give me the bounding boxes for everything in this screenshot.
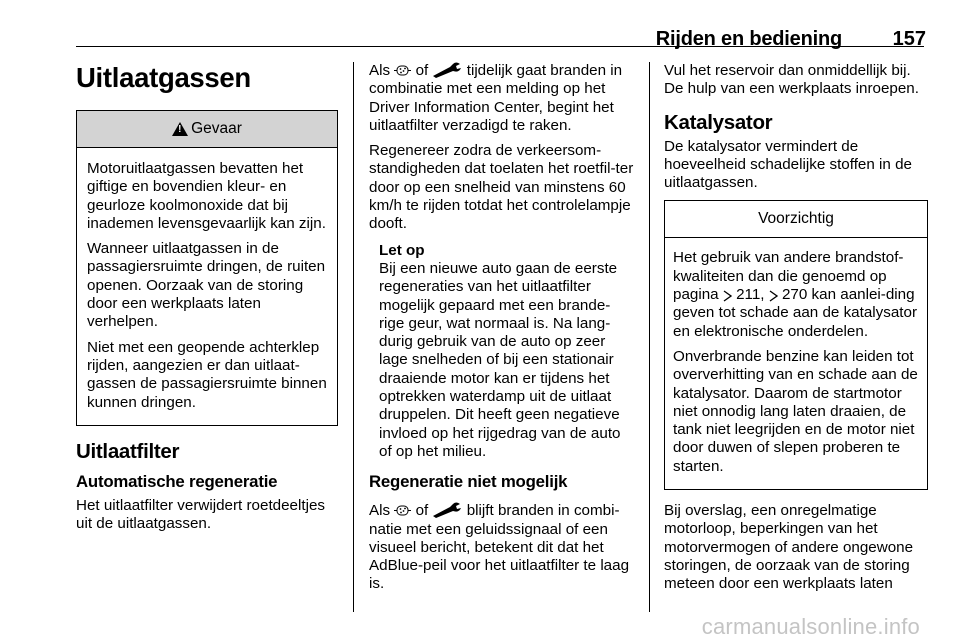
- paragraph-katalysator: De katalysator vermindert de hoeveelheid schadelijke stoffen in de uitlaatgassen.: [664, 137, 912, 192]
- exhaust-filter-icon: [394, 503, 411, 518]
- page-number: 157: [892, 28, 926, 50]
- header-rule: [76, 46, 924, 47]
- danger-label: Gevaar: [191, 119, 242, 137]
- caution-label: Voorzichtig: [758, 210, 834, 228]
- subheading-automatische-regeneratie: Automatische regeneratie: [76, 471, 278, 491]
- paragraph-filter-warning: Als of tijdelijk gaat branden in combinatie met een melding op het Driver Information Center, begint het uitlaatfilter verzadigd te raken.: [369, 62, 623, 134]
- caution-paragraph-1: Het gebruik van andere brandstof-kwaliteiten dan die genoemd op pagina 211, 270 kan aanlei-ding geven tot schade aan de katalysator en elektronische onderdelen.: [673, 249, 918, 340]
- column-divider-2: [649, 62, 650, 612]
- danger-paragraph-3: Niet met een geopende achterklep rijden, aangezien er dan uitlaat-gassen de passagiersruimte binnen kunnen dringen.: [87, 338, 327, 411]
- wrench-icon: [432, 62, 462, 78]
- caution-box: [664, 200, 928, 490]
- page-title: Uitlaatgassen: [76, 62, 251, 93]
- caution-paragraph-2: Onverbrande benzine kan leiden tot oververhitting van en schade aan de katalysator. Daarom de startmotor niet onnodig lang laten draaien, de tank niet leegrijden en de motor niet door duwen of slepen proberen te starten.: [673, 347, 918, 475]
- danger-paragraph-1: Motoruitlaatgassen bevatten het giftige en bovendien kleur- en geurloze koolmonoxide dat bij inademen levensgevaarlijk kan zijn.: [87, 160, 326, 232]
- note-text: Bij een nieuwe auto gaan de eerste regeneraties van het uitlaatfilter mogelijk gepaard met een brande-rige geur, wat normaal is. Na lang-durig gebruik van de auto op zeer lage snelheden of bij een stationair draaiende motor kan er tijdens het optrekken waterdamp uit de uitlaat druppelen. Dit heeft geen negatieve invloed op het rijgedrag van de auto of op het milieu.: [379, 259, 621, 460]
- subheading-regeneratie-niet-mogelijk: Regeneratie niet mogelijk: [369, 472, 568, 492]
- exhaust-filter-icon: [394, 63, 411, 78]
- danger-paragraph-2: Wanneer uitlaatgassen in de passagiersruimte dringen, de ruiten openen. Oorzaak van de storing door een werkplaats laten verhelpen.: [87, 240, 326, 331]
- note-label: Let op: [379, 241, 425, 259]
- column-3: [664, 62, 928, 601]
- caution-box-header: [665, 201, 927, 238]
- column-2: [369, 62, 635, 601]
- page-ref-211[interactable]: 211,: [736, 286, 765, 304]
- page-ref-arrow-icon[interactable]: [723, 290, 732, 302]
- paragraph-refill: Vul het reservoir dan onmiddellijk bij. De hulp van een werkplaats inroepen.: [664, 62, 919, 98]
- column-divider-1: [353, 62, 354, 612]
- paragraph-uitlaatfilter: Het uitlaatfilter verwijdert roetdeeltjes uit de uitlaatgassen.: [76, 496, 326, 533]
- warning-triangle-icon: [172, 122, 188, 136]
- paragraph-misfire: Bij overslag, een onregelmatige motorloop, beperkingen van het motorvermogen of andere ongewone storingen, de oorzaak van de storing meteen door een werkplaats laten: [664, 502, 914, 593]
- page-ref-arrow-icon[interactable]: [769, 290, 778, 302]
- paragraph-regenerate: Regenereer zodra de verkeersom-standigheden dat toelaten het roetfil-ter door op een snelheid van minstens 60 km/h te rijden totdat het controlelampje dooft.: [369, 142, 634, 233]
- watermark: carmanualsonline.info: [701, 614, 920, 639]
- running-header-title: Rijden en bediening: [655, 28, 842, 50]
- wrench-icon: [432, 502, 462, 518]
- section-heading-katalysator: Katalysator: [664, 110, 773, 134]
- danger-box-header: [77, 111, 337, 148]
- section-heading-uitlaatfilter: Uitlaatfilter: [76, 439, 180, 463]
- note-block: [379, 242, 635, 462]
- column-1: [76, 62, 338, 540]
- paragraph-adblue: Als of blijft branden in combi-natie met een geluidssignaal of een visueel bericht, betekent dit dat het AdBlue-peil voor het uitlaatfilter te laag is.: [369, 502, 630, 593]
- danger-box: [76, 110, 338, 426]
